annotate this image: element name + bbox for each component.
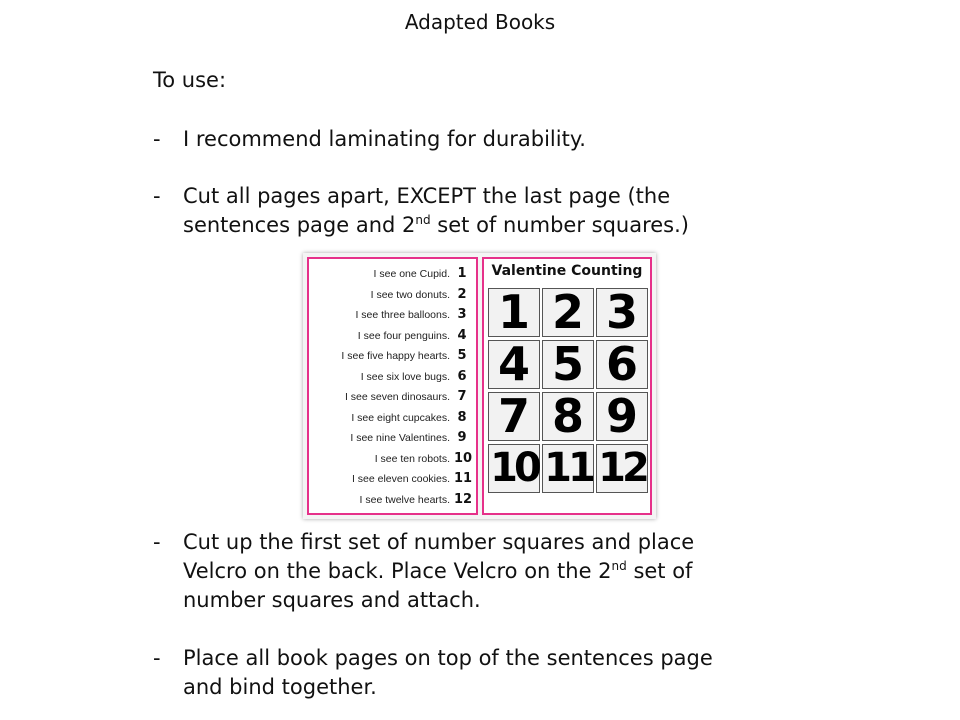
instruction-line: Cut all pages apart, EXCEPT the last page (the: [183, 184, 671, 208]
bullet-dash: -: [153, 530, 161, 554]
number-square: 6: [596, 340, 648, 389]
sentence-text: I see three balloons.: [355, 309, 450, 321]
sentence-row: [309, 286, 476, 306]
instruction-line: Place all book pages on top of the sentences page: [183, 646, 713, 670]
number-square: 2: [542, 288, 594, 337]
bullet-dash: -: [153, 184, 161, 208]
instruction-text: I recommend laminating for durability.: [183, 127, 586, 151]
number-square: 7: [488, 392, 540, 441]
sentences-page: [307, 257, 478, 515]
sentence-text: I see six love bugs.: [360, 370, 450, 383]
number-square: 5: [542, 340, 594, 389]
instruction-text: [183, 182, 689, 240]
sentence-row: [309, 306, 476, 326]
instruction-line: Velcro on the back. Place Velcro on the 2nd set of: [183, 559, 693, 583]
sentence-text: I see five happy hearts.: [341, 350, 450, 362]
number-square: 8: [542, 392, 594, 441]
sentence-row: [309, 347, 476, 367]
sentence-number: 4: [457, 327, 467, 343]
instruction-text: [183, 528, 694, 615]
sentence-text: I see twelve hearts.: [359, 493, 450, 506]
sentence-number: 9: [457, 430, 467, 445]
number-squares-page: [482, 257, 652, 515]
sentence-number: 1: [457, 266, 467, 281]
sentence-number: 5: [457, 348, 467, 363]
sentence-row: [309, 265, 476, 285]
sentence-number: 8: [457, 409, 467, 425]
instruction-line: Cut up the first set of number squares and place: [183, 530, 695, 554]
sentence-row: [309, 470, 476, 490]
sentence-number: 3: [457, 307, 467, 322]
instruction-line: and bind together.: [183, 675, 377, 699]
sentence-text: I see eleven cookies.: [351, 473, 450, 485]
instruction-text: [183, 644, 713, 702]
number-square: 1: [488, 288, 540, 337]
sentence-row: [309, 388, 476, 408]
sentence-number: 10: [454, 450, 473, 466]
number-square: 9: [596, 392, 648, 441]
number-square: 11: [542, 444, 594, 493]
sentence-text: I see two donuts.: [370, 288, 450, 301]
sentence-text: I see seven dinosaurs.: [344, 391, 450, 403]
number-square: 3: [596, 288, 648, 337]
sentence-number: 11: [454, 471, 473, 486]
number-square: 4: [488, 340, 540, 389]
instruction-line: number squares and attach.: [183, 588, 481, 612]
sentence-row: [309, 491, 476, 511]
sentence-row: [309, 368, 476, 388]
sentence-number: 12: [454, 491, 473, 507]
page-title: Adapted Books: [404, 10, 556, 34]
sentence-text: I see eight cupcakes.: [351, 411, 450, 424]
to-use-heading: To use:: [153, 68, 227, 92]
sentence-number: 2: [457, 286, 467, 302]
bullet-dash: -: [153, 127, 161, 151]
number-square: 10: [488, 444, 540, 493]
grid-title: Valentine Counting: [491, 263, 643, 279]
number-square: 12: [596, 444, 648, 493]
instruction-line: sentences page and 2nd set of number squares.): [183, 213, 689, 237]
sentence-row: [309, 409, 476, 429]
sentence-text: I see four penguins.: [357, 329, 450, 342]
sentence-number: 7: [457, 389, 467, 404]
sentence-row: [309, 450, 476, 470]
bullet-dash: -: [153, 646, 161, 670]
sentence-number: 6: [457, 368, 467, 384]
sentence-row: [309, 429, 476, 449]
sentence-text: I see ten robots.: [374, 452, 450, 465]
sentence-text: I see one Cupid.: [373, 268, 450, 280]
sentence-row: [309, 327, 476, 347]
sentence-text: I see nine Valentines.: [350, 432, 450, 444]
book-pages-illustration: [303, 253, 656, 519]
